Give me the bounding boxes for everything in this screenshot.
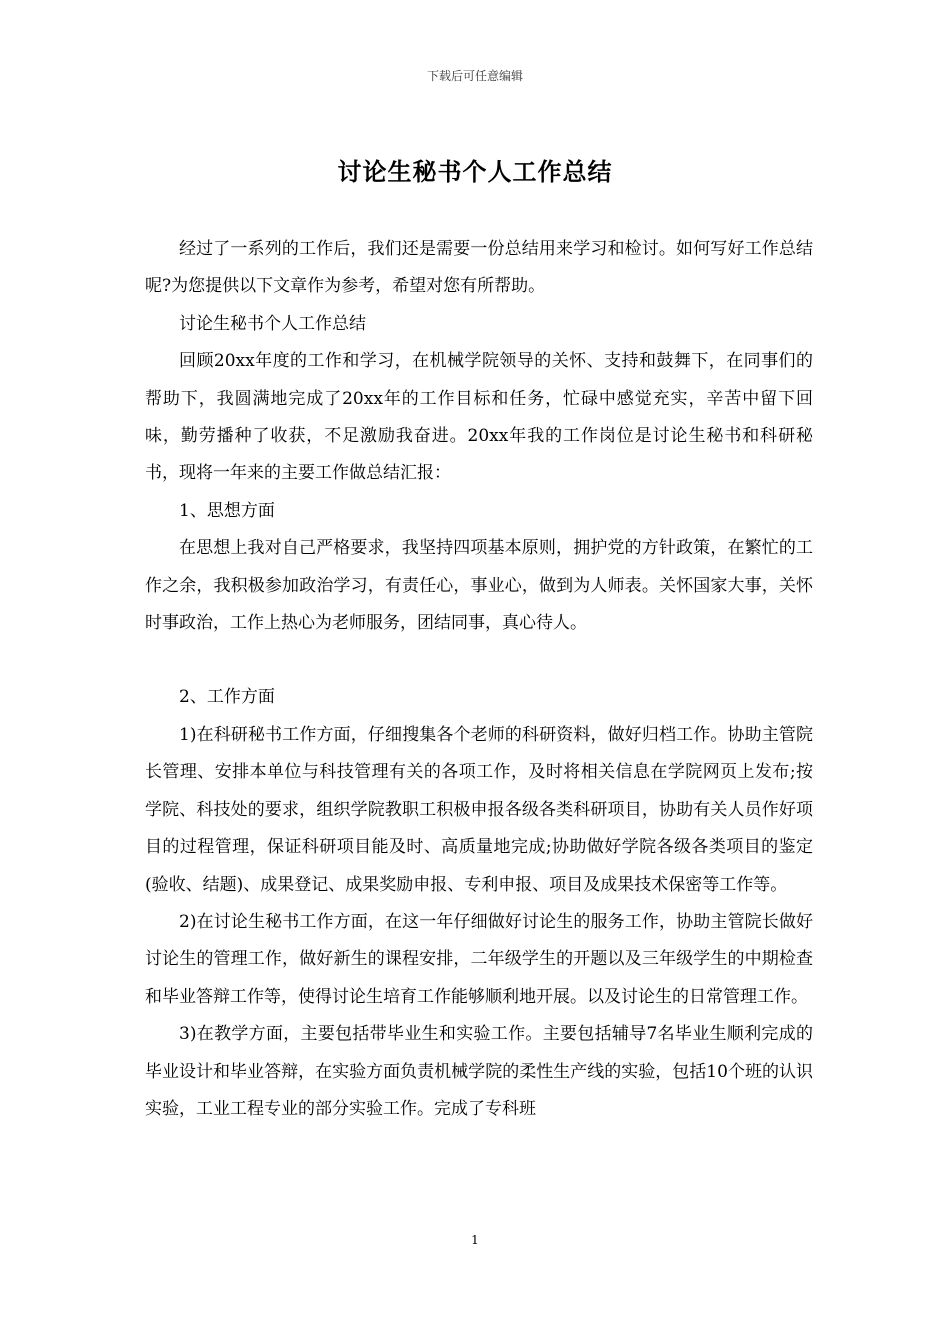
paragraph-subtitle: 讨论生秘书个人工作总结 bbox=[179, 313, 366, 334]
paragraph-graduate-secretary: 2)在讨论生秘书工作方面，在这一年仔细做好讨论生的服务工作，协助主管院长做好讨论生的管理工作，做好新生的课程安排，二年级学生的开题以及三年级学生的中期检查和毕业答辩工作等，使得讨论生培育工作能够顺利地开展。以及讨论生的日常管理工作。 bbox=[145, 911, 813, 1007]
section-heading-thought: 1、思想方面 bbox=[179, 500, 275, 521]
paragraph-teaching: 3)在教学方面，主要包括带毕业生和实验工作。主要包括辅导7名毕业生顺利完成的毕业设计和毕业答辩，在实验方面负责机械学院的柔性生产线的实验，包括10个班的认识实验，工业工程专业的部分实验工作。完成了专科班 bbox=[145, 1024, 813, 1119]
paragraph-thought: 在思想上我对自己严格要求，我坚持四项基本原则，拥护党的方针政策，在繁忙的工作之余，我积极参加政治学习，有责任心，事业心，做到为人师表。关怀国家大事，关怀时事政治，工作上热心为老师服务，团结同事，真心待人。 bbox=[145, 538, 813, 634]
document-body bbox=[145, 231, 813, 1128]
paragraph-review: 回顾20xx年度的工作和学习，在机械学院领导的关怀、支持和鼓舞下，在同事们的帮助下，我圆满地完成了20xx年的工作目标和任务，忙碌中感觉充实，辛苦中留下回味，勤劳播种了收获，不足激励我奋进。20xx年我的工作岗位是讨论生秘书和科研秘书，现将一年来的主要工作做总结汇报： bbox=[145, 351, 813, 484]
page-header: 下载后可任意编辑 bbox=[426, 69, 523, 83]
document-title: 讨论生秘书个人工作总结 bbox=[337, 157, 613, 186]
page-number: 1 bbox=[471, 1233, 479, 1247]
section-heading-work: 2、工作方面 bbox=[179, 687, 275, 708]
paragraph-intro: 经过了一系列的工作后，我们还是需要一份总结用来学习和检讨。如何写好工作总结呢?为您提供以下文章作为参考，希望对您有所帮助。 bbox=[145, 239, 813, 297]
paragraph-research-secretary: 1)在科研秘书工作方面，仔细搜集各个老师的科研资料，做好归档工作。协助主管院长管理、安排本单位与科技管理有关的各项工作，及时将相关信息在学院网页上发布;按学院、科技处的要求，组织学院教职工积极申报各级各类科研项目，协助有关人员作好项目的过程管理，保证科研项目能及时、高质量地完成;协助做好学院各级各类项目的鉴定(验收、结题)、成果登记、成果奖励申报、专利申报、项目及成果技术保密等工作等。 bbox=[145, 724, 813, 895]
